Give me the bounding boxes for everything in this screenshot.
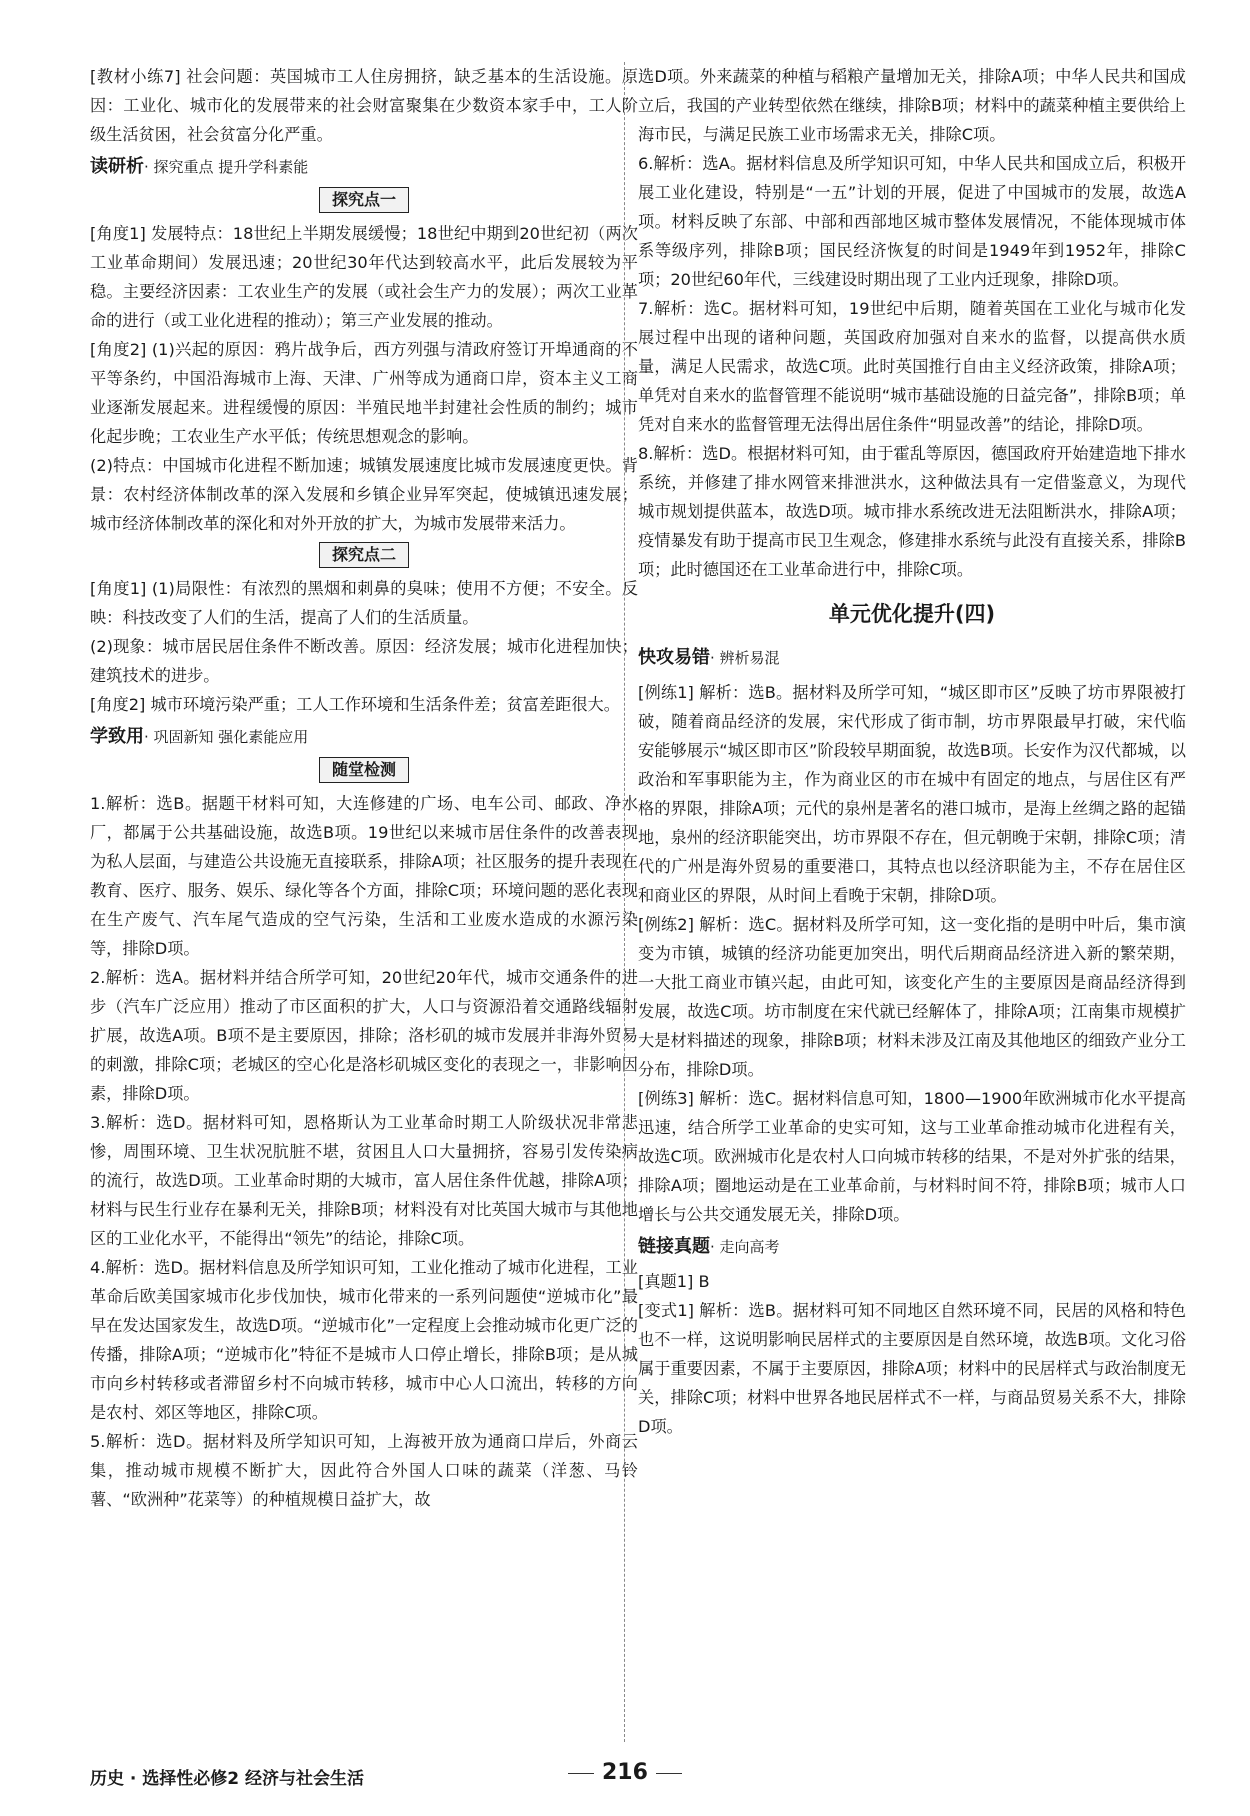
- section-title: 链接真题: [638, 1236, 710, 1257]
- answer-3: 3.解析：选D。据材料可知，恩格斯认为工业革命时期工人阶级状况非常悲惨，周围环境、卫生状况肮脏不堪，贫困且人口大量拥挤，容易引发传染病的流行，故选D项。工业革命时期的大城市，富人居住条件优越，排除A项；材料与民生行业存在暴利无关，排除B项；材料没有对比英国大城市与其他地区的工业化水平，不能得出“领先”的结论，排除C项。: [90, 1113, 638, 1248]
- section-heading-quick-attack: [638, 642, 1186, 674]
- answer-5: 5.解析：选D。据材料及所学知识可知，上海被开放为通商口岸后，外商云集，推动城市规模不断扩大，因此符合外国人口味的蔬菜（洋葱、马铃薯、“欧洲种”花菜等）的种植规模日益扩大，故: [90, 1432, 638, 1509]
- answer-6: 6.解析：选A。据材料信息及所学知识可知，中华人民共和国成立后，积极开展工业化建设，特别是“一五”计划的开展，促进了中国城市的发展，故选A项。材料反映了东部、中部和西部地区城市整体发展情况，不能体现城市体系等级序列，排除B项；国民经济恢复的时间是1949年到1952年，排除C项；20世纪60年代，三线建设时期出现了工业内迁现象，排除D项。: [638, 154, 1186, 289]
- answer-8: 8.解析：选D。根据材料可知，由于霍乱等原因，德国政府开始建造地下排水系统，并修建了排水网管来排泄洪水，这种做法具有一定借鉴意义，为现代城市规划提供蓝本，故选D项。城市排水系统改进无法阻断洪水，排除A项；疫情暴发有助于提高市民卫生观念，修建排水系统与此没有直接关系，排除B项；此时德国还在工业革命进行中，排除C项。: [638, 444, 1186, 579]
- section-heading-read-analyze: [90, 151, 638, 183]
- section-heading-learn-apply: [90, 721, 638, 753]
- section-subtitle: · 辨析易混: [710, 649, 780, 667]
- left-column: [90, 62, 638, 1514]
- angle-1-paragraph: [角度1] 发展特点：18世纪上半期发展缓慢；18世纪中期到20世纪初（两次工业革命期间）发展迅速；20世纪30年代达到较高水平，此后发展较为平稳。主要经济因素：工农业生产的发展（或社会生产力的发展）；两次工业革命的进行（或工业化进程的推动）；第三产业发展的推动。: [90, 224, 638, 330]
- example-2: [例练2] 解析：选C。据材料及所学可知，这一变化指的是明中叶后，集市演变为市镇，城镇的经济功能更加突出，明代后期商品经济进入新的繁荣期，一大批工商业市镇兴起，由此可知，该变化产生的主要原因是商品经济得到发展，故选C项。坊市制度在宋代就已经解体了，排除A项；江南集市规模扩大是材料描述的现象，排除B项；材料未涉及江南及其他地区的细致产业分工分布，排除D项。: [638, 915, 1186, 1079]
- angle-2-paragraph-b: [角度2] 城市环境污染严重；工人工作环境和生活条件差；贫富差距很大。: [90, 695, 620, 714]
- page-number: 216: [560, 1760, 690, 1785]
- real-question-1: [真题1] B: [638, 1272, 710, 1291]
- explore-point-1-tag: 探究点一: [90, 187, 638, 213]
- angle-2-paragraph: [角度2] (1)兴起的原因：鸦片战争后，西方列强与清政府签订开埠通商的不平等条约，中国沿海城市上海、天津、广州等成为通商口岸，资本主义工商业逐渐发展起来。进程缓慢的原因：半殖民地半封建社会性质的制约；城市化起步晚；工农业生产水平低；传统思想观念的影响。: [90, 340, 638, 446]
- right-column: [638, 62, 1186, 1441]
- example-3: [例练3] 解析：选C。据材料信息可知，1800—1900年欧洲城市化水平提高迅速，结合所学工业革命的史实可知，这与工业革命推动城市化进程有关，故选C项。欧洲城市化是农村人口向城市转移的结果，不是对外扩张的结果，排除A项；圈地运动是在工业革命前，与材料时间不符，排除B项；城市人口增长与公共交通发展无关，排除D项。: [638, 1089, 1186, 1224]
- section-title: 读研析: [90, 156, 144, 177]
- answer-5-continued: 选D项。外来蔬菜的种植与稻粮产量增加无关，排除A项；中华人民共和国成立后，我国的产业转型依然在继续，排除B项；材料中的蔬菜种植主要供给上海市民，与满足民族工业市场需求无关，排除C项。: [638, 67, 1186, 144]
- section-title: 学致用: [90, 726, 144, 747]
- section-subtitle: · 巩固新知 强化素能应用: [144, 728, 309, 746]
- page-footer: [90, 1760, 1160, 1794]
- answer-1: 1.解析：选B。据题干材料可知，大连修建的广场、电车公司、邮政、净水厂，都属于公共基础设施，故选B项。19世纪以来城市居住条件的改善表现为私人层面，与建造公共设施无直接联系，排除A项；社区服务的提升表现在教育、医疗、服务、娱乐、绿化等各个方面，排除C项；环境问题的恶化表现在生产废气、汽车尾气造成的空气污染，生活和工业废水造成的水源污染等，排除D项。: [90, 794, 638, 958]
- answer-2: 2.解析：选A。据材料并结合所学可知，20世纪20年代，城市交通条件的进步（汽车广泛应用）推动了市区面积的扩大，人口与资源沿着交通路线辐射扩展，故选A项。B项不是主要原因，排除；洛杉矶的城市发展并非海外贸易的刺激，排除C项；老城区的空心化是洛杉矶城区变化的表现之一，非影响因素，排除D项。: [90, 968, 638, 1103]
- example-1: [例练1] 解析：选B。据材料及所学可知，“城区即市区”反映了坊市界限被打破，随着商品经济的发展，宋代形成了街市制，坊市界限最早打破，宋代临安能够展示“城区即市区”阶段较早期面貌，故选B项。长安作为汉代都城，以政治和军事职能为主，作为商业区的市在城中有固定的地点，与居住区有严格的界限，排除A项；元代的泉州是著名的港口城市，是海上丝绸之路的起锚地，泉州的经济职能突出，坊市界限不存在，但元朝晚于宋朝，排除C项；清代的广州是海外贸易的重要港口，其特点也以经济职能为主，不存在居住区和商业区的界限，从时间上看晚于宋朝，排除D项。: [638, 683, 1186, 905]
- angle-1-part-2-paragraph-b: (2)现象：城市居民居住条件不断改善。原因：经济发展；城市化进程加快；建筑技术的进步。: [90, 637, 638, 685]
- variant-1: [变式1] 解析：选B。据材料可知不同地区自然环境不同，民居的风格和特色也不一样，这说明影响民居样式的主要原因是自然环境，故选B项。文化习俗属于重要因素，不属于主要原因，排除A项；材料中的民居样式与政治制度无关，排除C项；材料中世界各地民居样式不一样，与商品贸易关系不大，排除D项。: [638, 1301, 1186, 1436]
- angle-1-paragraph-b: [角度1] (1)局限性：有浓烈的黑烟和刺鼻的臭味；使用不方便；不安全。反映：科技改变了人们的生活，提高了人们的生活质量。: [90, 579, 638, 627]
- column-divider: [624, 62, 625, 1742]
- unit-title: 单元优化提升(四): [828, 602, 996, 626]
- angle-2-part-2-paragraph: (2)特点：中国城市化进程不断加速；城镇发展速度比城市发展速度更快。背景：农村经济体制改革的深入发展和乡镇企业异军突起，使城镇迅速发展；城市经济体制改革的深化和对外开放的扩大，为城市发展带来活力。: [90, 456, 638, 533]
- section-title: 快攻易错: [638, 647, 710, 668]
- explore-point-2-tag: 探究点二: [90, 542, 638, 568]
- section-subtitle: · 走向高考: [710, 1238, 780, 1256]
- answer-4: 4.解析：选D。据材料信息及所学知识可知，工业化推动了城市化进程，工业革命后欧美国家城市化步伐加快，城市化带来的一系列问题使“逆城市化”最早在发达国家发生，故选D项。“逆城市化”一定程度上会推动城市化更广泛的传播，排除A项；“逆城市化”特征不是城市人口停止增长，排除B项；是从城市向乡村转移或者滞留乡村不向城市转移，城市中心人口流出，转移的方向是农村、郊区等地区，排除C项。: [90, 1258, 638, 1422]
- section-subtitle: · 探究重点 提升学科素能: [144, 158, 309, 176]
- footer-book-title: 历史 · 选择性必修2 经济与社会生活: [90, 1769, 365, 1789]
- textbook-exercise-7: [教材小练7] 社会问题：英国城市工人住房拥挤，缺乏基本的生活设施。原因：工业化、城市化的发展带来的社会财富聚集在少数资本家手中，工人阶级生活贫困，社会贫富分化严重。: [90, 67, 638, 144]
- in-class-test-tag: 随堂检测: [90, 757, 638, 783]
- section-heading-real-exams: [638, 1231, 1186, 1263]
- answer-7: 7.解析：选C。据材料可知，19世纪中后期，随着英国在工业化与城市化发展过程中出现的诸种问题，英国政府加强对自来水的监督，以提高供水质量，满足人民需求，故选C项。此时英国推行自由主义经济政策，排除A项；单凭对自来水的监督管理不能说明“城市基础设施的日益完备”，排除B项；单凭对自来水的监督管理无法得出居住条件“明显改善”的结论，排除D项。: [638, 299, 1186, 434]
